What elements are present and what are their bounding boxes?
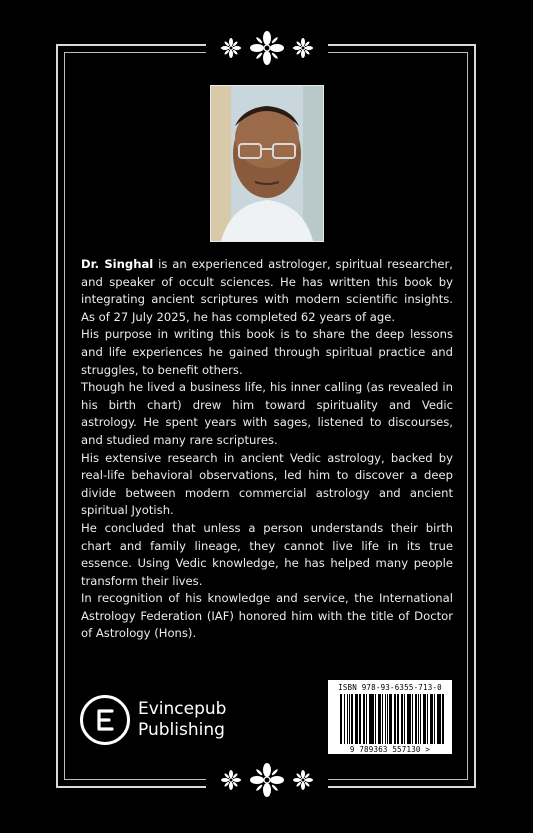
barcode-bar	[359, 694, 361, 744]
barcode-bar	[434, 694, 435, 744]
barcode-bar	[395, 694, 396, 744]
center-flower-icon	[250, 763, 284, 797]
barcode-bars	[340, 694, 446, 744]
isbn-barcode	[328, 680, 452, 754]
small-flower-icon	[292, 769, 314, 791]
barcode-bar	[379, 694, 381, 744]
barcode-bar	[375, 694, 376, 744]
barcode-bar	[425, 694, 426, 744]
barcode-bar	[387, 694, 389, 744]
barcode-bar	[412, 694, 413, 744]
bio-paragraph-1: Dr. Singhal is an experienced astrologer, spiritual researcher, and speaker of occult sciences. He has written this book by integrating ancient scriptures with modern scientific insights. As of 27 July 2025, he has completed 62 years of age.	[81, 257, 453, 324]
barcode-bar	[351, 694, 353, 744]
barcode-bar	[442, 694, 444, 744]
small-flower-icon	[220, 769, 242, 791]
barcode-bar	[420, 694, 421, 744]
bio-paragraph-4: His extensive research in ancient Vedic astrology, backed by real-life behavioral observations, led him to discover a deep divide between modern commercial astrology and ancient spiritual Jyotish.	[81, 450, 453, 518]
barcode-bar	[418, 694, 419, 744]
bio-paragraph-2: His purpose in writing this book is to share the deep lessons and life experiences he gained through spiritual practice and struggles, to benefit others.	[81, 327, 453, 377]
author-name: Dr. Singhal	[81, 257, 154, 271]
barcode-bar	[349, 694, 350, 744]
barcode-bar	[369, 694, 371, 744]
publisher-name-line1: Evincepub	[138, 699, 227, 719]
barcode-bar	[440, 694, 441, 744]
barcode-bar	[341, 694, 342, 744]
barcode-bar	[415, 694, 417, 744]
author-biography	[81, 256, 453, 643]
barcode-bar	[364, 694, 365, 744]
author-photo	[210, 85, 324, 242]
barcode-digits: 9 789363 557130 >	[349, 745, 431, 754]
center-flower-icon	[250, 31, 284, 65]
publisher-name-line2: Publishing	[138, 720, 225, 740]
barcode-bar	[404, 694, 405, 744]
barcode-bar	[437, 694, 439, 744]
barcode-bar	[427, 694, 428, 744]
bottom-ornament	[206, 760, 328, 800]
small-flower-icon	[220, 37, 242, 59]
bio-paragraph-5: He concluded that unless a person understands their birth chart and family lineage, they cannot live life in its true essence. Using Vedic knowledge, he has helped many people transform their lives.	[81, 520, 453, 588]
barcode-bar	[432, 694, 433, 744]
bio-paragraph-3: Though he lived a business life, his inner calling (as revealed in his birth chart) drew him toward spirituality and Vedic astrology. He spent years with sages, listened to discourses, and studied many rare scriptures.	[81, 380, 453, 447]
top-ornament	[206, 28, 328, 68]
barcode-bar	[344, 694, 346, 744]
barcode-bar	[356, 694, 358, 744]
small-flower-icon	[292, 37, 314, 59]
isbn-label: ISBN 978-93-6355-713-0	[338, 683, 442, 692]
publisher-logo	[80, 695, 226, 745]
barcode-bar	[366, 694, 367, 744]
barcode-bar	[389, 694, 391, 744]
barcode-bar	[402, 694, 403, 744]
evincepub-e-icon	[80, 695, 130, 745]
bio-paragraph-6: In recognition of his knowledge and service, the International Astrology Federation (IAF) honored him with the title of Doctor of Astrology (Hons).	[81, 591, 453, 641]
barcode-bar	[382, 694, 383, 744]
barcode-bar	[409, 694, 411, 744]
barcode-bar	[372, 694, 374, 744]
barcode-bar	[397, 694, 399, 744]
